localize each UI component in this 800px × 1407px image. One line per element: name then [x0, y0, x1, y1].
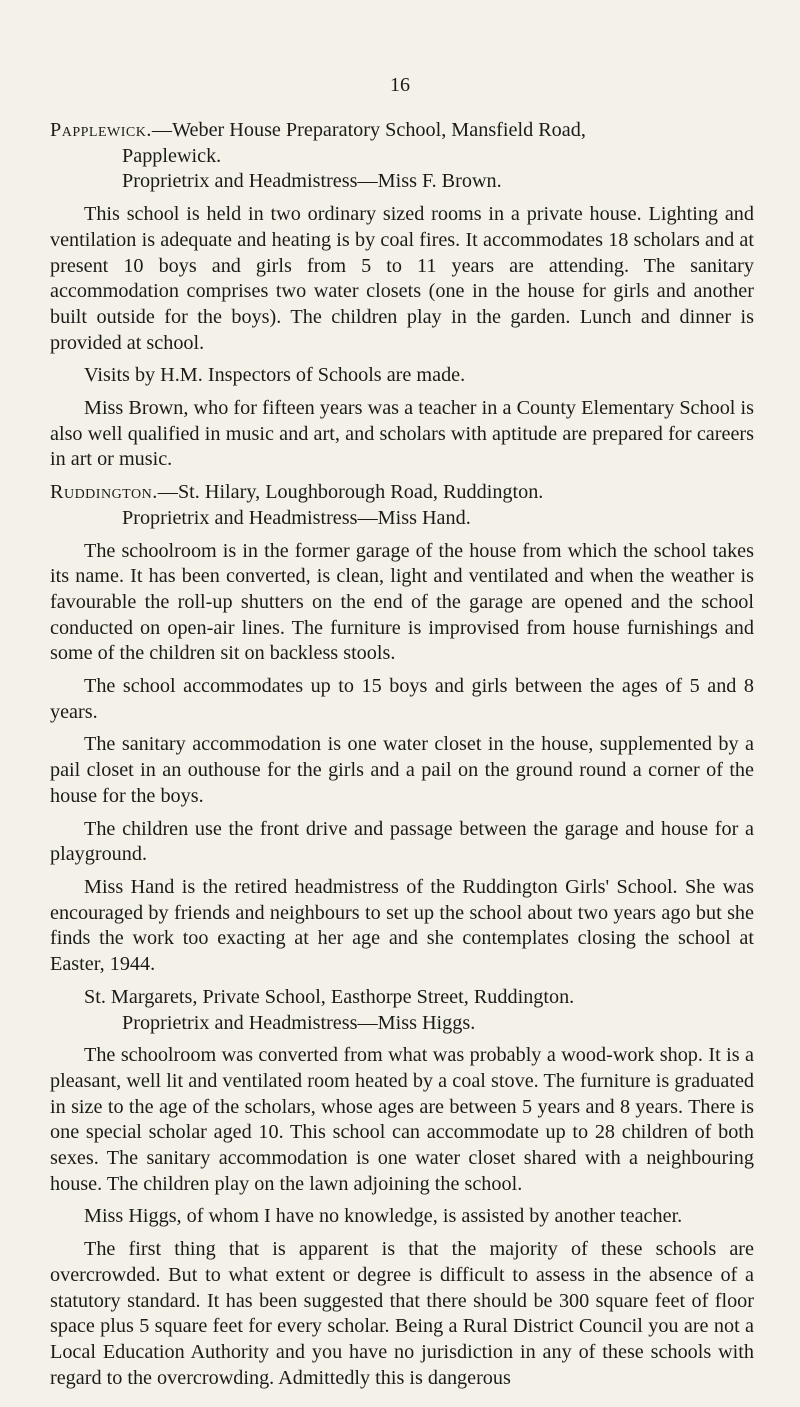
st-margarets-heading [50, 985, 754, 1036]
st-margarets-heading-line: St. Margarets, Private School, Easthorpe Street, Ruddington. [84, 985, 575, 1008]
ruddington-proprietor: Proprietrix and Headmistress—Miss Hand. [122, 506, 471, 529]
papplewick-proprietor: Proprietrix and Headmistress—Miss F. Brown. [122, 170, 502, 193]
ruddington-place: Ruddington. [50, 481, 158, 504]
paragraph: The schoolroom was converted from what was probably a wood-work shop. It is a pleasant, well lit and ventilated room heated by a coal stove. The furniture is graduated in size to the age of the scholars, whose ages are between 5 years and 8 years. There is one special scholar aged 10. This school can accommodate up to 28 children of both sexes. The sanitary accommodation is one water closet shared with a neighbouring house. The children play on the lawn adjoining the school. [50, 1044, 754, 1195]
ruddington-heading [50, 480, 754, 531]
paragraph: Miss Hand is the retired headmistress of the Ruddington Girls' School. She was encouraged by friends and neighbours to set up the school about two years ago but she finds the work too exacting at her age and she contemplates closing the school at Easter, 1944. [50, 875, 754, 976]
paragraph: The schoolroom is in the former garage of the house from which the school takes its name. It has been converted, is clean, light and ventilated and when the weather is favourable the roll-up shutters on the end of the garage are opened and the school conducted on open-air lines. The furniture is improvised from house furnishings and some of the children sit on backless stools. [50, 539, 754, 665]
paragraph: Miss Higgs, of whom I have no knowledge, is assisted by another teacher. [84, 1205, 683, 1228]
paragraph: This school is held in two ordinary sized rooms in a private house. Lighting and ventilation is adequate and heating is by coal fires. It accommodates 18 scholars and at present 10 boys and girls from 5 to 11 years are attending. The sanitary accommodation comprises two water closets (one in the house for girls and another built outside for the boys). The children play in the garden. Lunch and dinner is provided at school. [50, 203, 754, 354]
paragraph: The school accommodates up to 15 boys and girls between the ages of 5 and 8 years. [50, 675, 754, 723]
ruddington-heading-line [50, 480, 754, 506]
paragraph: The sanitary accommodation is one water closet in the house, supplemented by a pail closet in an outhouse for the girls and a pail on the ground round a corner of the house for the boys. [50, 733, 754, 807]
paragraph: The children use the front drive and passage between the garage and house for a playground. [50, 817, 754, 866]
page-number: 16 [390, 74, 410, 96]
paragraph: Visits by H.M. Inspectors of Schools are made. [84, 364, 466, 387]
papplewick-heading-line [50, 118, 754, 144]
ruddington-school-name: —St. Hilary, Loughborough Road, Ruddington. [157, 481, 544, 504]
papplewick-place: Papplewick. [50, 119, 152, 141]
papplewick-heading [50, 118, 754, 195]
paragraph: The first thing that is apparent is that the majority of these schools are overcrowded. But to what extent or degree is difficult to assess in the absence of a statutory standard. It has been suggested that there should be 300 square feet of floor space plus 5 square feet for every scholar. Being a Rural District Council you are not a Local Education Authority and you have no jurisdiction in any of these schools with regard to the overcrowding. Admittedly this is dangerous [50, 1238, 754, 1389]
papplewick-school-name: —Weber House Preparatory School, Mansfield Road, [151, 119, 586, 141]
papplewick-heading-continued: Papplewick. [122, 144, 222, 167]
paragraph: Miss Brown, who for fifteen years was a teacher in a County Elementary School is also well qualified in music and art, and scholars with aptitude are prepared for careers in art or music. [50, 397, 754, 471]
document-body [50, 118, 754, 1398]
st-margarets-proprietor: Proprietrix and Headmistress—Miss Higgs. [122, 1011, 476, 1034]
